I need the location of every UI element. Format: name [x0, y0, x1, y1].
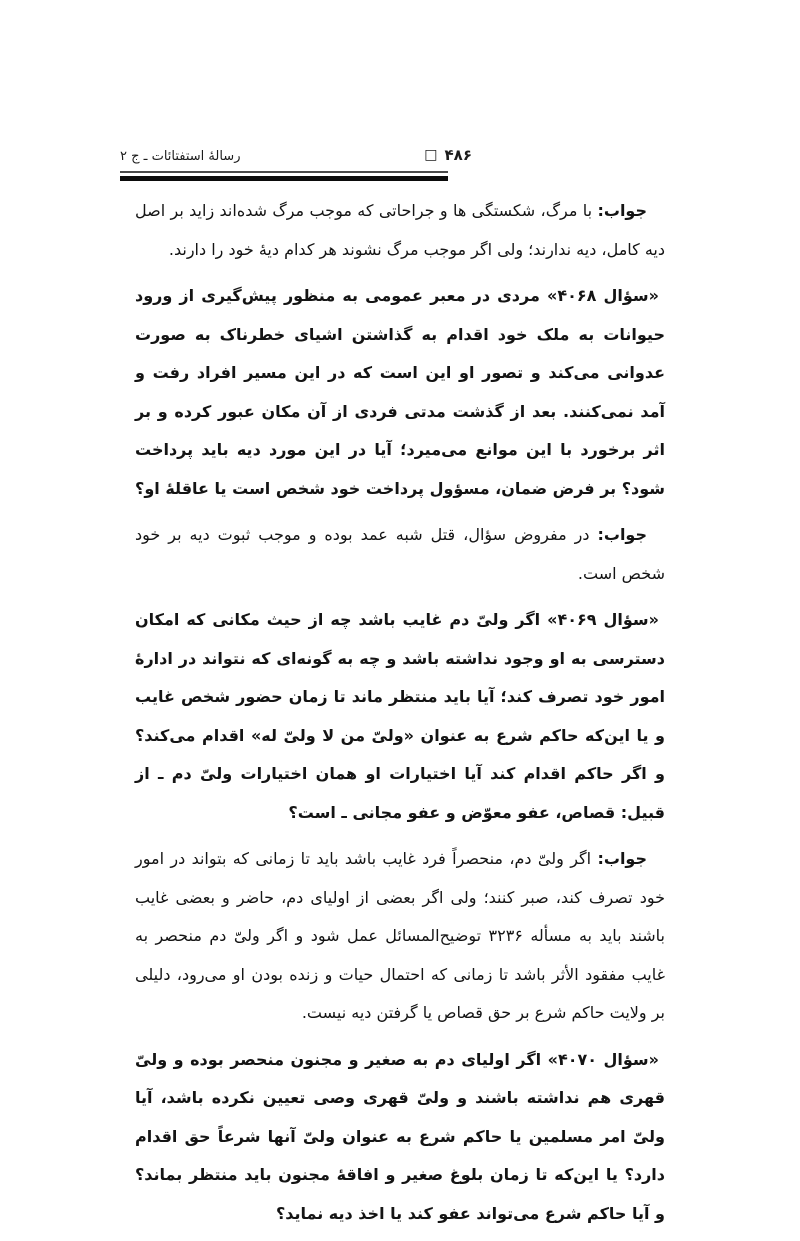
text-block — [135, 192, 665, 1241]
header-rule-thin — [120, 171, 448, 173]
paragraph-lead: «سؤال ۴۰۷۰» — [547, 1049, 659, 1069]
page-number: ۴۸۶ — [444, 146, 472, 164]
paragraph-lead: جواب: — [597, 849, 647, 868]
square-bullet-icon: □ — [424, 147, 438, 163]
question-paragraph: «سؤال ۴۰۶۸» مردی در معبر عمومی به منظور پیش‌گیری از ورود حیوانات به ملک خود اقدام به گذاشتن اشیای خطرناک به صورت عدوانی می‌کند و تصور او این است که در این مسیر افراد رفت و آمد نمی‌کنند. بعد از گذشت مدتی فردی از آن مکان عبور کرده و بر اثر برخورد با این موانع می‌میرد؛ آیا در این مورد دیه باید پرداخت شود؟ بر فرض ضمان، مسؤول پرداخت خود شخص است یا عاقلهٔ او؟ — [135, 286, 665, 498]
paragraph-lead: «سؤال ۴۰۶۸» — [547, 286, 659, 305]
question-paragraph: «سؤال ۴۰۶۹» اگر ولیّ دم غایب باشد چه از حیث مکانی که امکان دسترسی به او وجود نداشته باشد و چه به گونه‌ای که نتواند در ادارهٔ امور خود تصرف کند؛ آیا باید منتظر ماند تا زمان حضور شخص غایب و یا این‌که حاکم شرع به عنوان «ولیّ من لا ولیّ له» اقدام می‌کند؟ و اگر حاکم اقدام کند آیا اختیارات او همان اختیارات ولیّ دم ـ از قبیل: قصاص، عفو معوّض و عفو مجانی ـ است؟ — [135, 610, 665, 822]
answer-paragraph: جواب: اگر ولیّ دم، منحصراً فرد غایب باشد باید تا زمانی که بتواند در امور خود تصرف کند، صبر کنند؛ ولی اگر بعضی از اولیای دم، حاضر و بعضی غایب باشند باید به مسأله ۳۲۳۶ توضیح‌المسائل عمل شود و اگر ولیّ دم منحصر به غایب مفقود الأثر باشد تا زمانی که احتمال حیات و زنده بودن او می‌رود، دلیلی بر ولایت حاکم شرع بر حق قصاص یا گرفتن دیه نیست. — [135, 849, 666, 1022]
answer-paragraph: جواب: در مفروض سؤال، قتل شبه عمد بوده و موجب ثبوت دیه بر خود شخص است. — [135, 525, 665, 583]
page-header — [120, 140, 472, 164]
answer-paragraph: جواب: با مرگ، شکستگی ها و جراحاتی که موجب مرگ شده‌اند زاید بر اصل دیه کامل، دیه ندارند؛ ولی اگر موجب مرگ نشوند هر کدام دیهٔ خود را دارند. — [135, 201, 665, 259]
header-rule-thick — [120, 176, 448, 181]
question-paragraph: «سؤال ۴۰۷۰» اگر اولیای دم به صغیر و مجنون منحصر بوده و ولیّ قهری هم نداشته باشند و ولیّ قهری وصی تعیین نکرده باشد، آیا ولیّ امر مسلمین یا حاکم شرع به عنوان ولیّ آنها شرعاً حق اقدام دارد؟ یا این‌که تا زمان بلوغ صغیر و افاقهٔ مجنون باید منتظر بماند؟ و آیا حاکم شرع می‌تواند عفو کند یا اخذ دیه نماید؟ — [135, 1049, 665, 1223]
paragraph-lead: «سؤال ۴۰۶۹» — [547, 610, 659, 629]
paragraph-lead: جواب: — [597, 201, 647, 220]
running-title: رسالهٔ استفتائات ـ ج ۲ — [120, 149, 241, 164]
page-number-group — [424, 146, 472, 164]
paragraph-lead: جواب: — [597, 525, 647, 544]
